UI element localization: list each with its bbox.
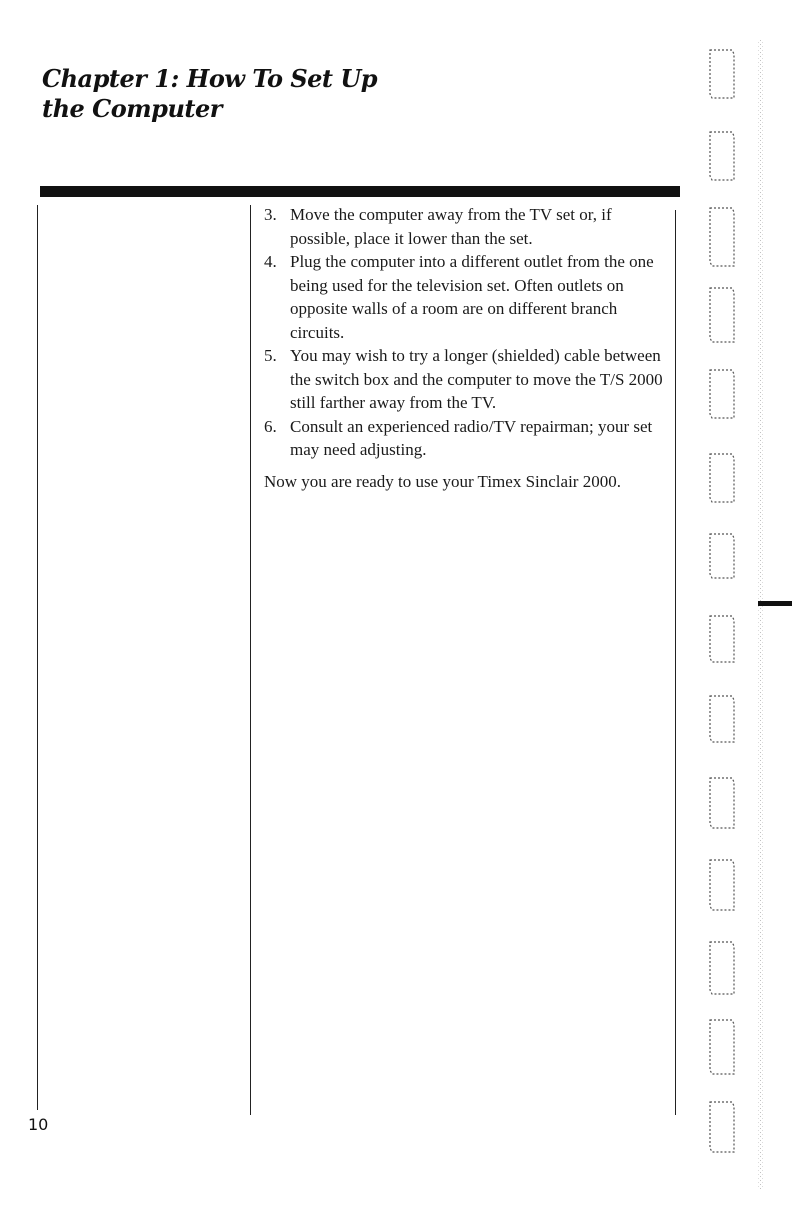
list-item	[264, 250, 674, 344]
list-item	[264, 203, 674, 250]
list-item-number: 3.	[264, 205, 277, 224]
left-column-rule	[37, 205, 38, 1110]
binder-holes	[710, 50, 734, 1152]
list-item-number: 5.	[264, 346, 277, 365]
closing-sentence: Now you are ready to use your Timex Sinclair 2000.	[264, 471, 621, 491]
chapter-title	[42, 64, 377, 124]
binder-hole-strip	[700, 40, 792, 1190]
chapter-title-line-1: Chapter 1: How To Set Up	[42, 64, 378, 93]
middle-column-rule	[250, 205, 251, 1115]
instruction-list	[264, 203, 674, 462]
top-rule	[40, 186, 680, 197]
list-item	[264, 415, 674, 462]
page-number: 10	[28, 1115, 49, 1134]
list-item-number: 4.	[264, 252, 277, 271]
thumb-index-tab	[758, 601, 792, 606]
list-item-text: Consult an experienced radio/TV repairman; your set may need adjusting.	[290, 416, 653, 459]
chapter-title-line-2: the Computer	[42, 94, 222, 123]
list-item-text: You may wish to try a longer (shielded) cable between the switch box and the computer to move the T/S 2000 still farther away from the TV.	[290, 346, 663, 412]
body-text-column	[264, 203, 674, 493]
list-item	[264, 344, 674, 415]
right-column-rule	[675, 210, 676, 1115]
list-item-text: Move the computer away from the TV set or, if possible, place it lower than the set.	[290, 205, 612, 248]
list-item-text: Plug the computer into a different outlet from the one being used for the television set. Often outlets on opposite walls of a room are on different branch circuits.	[290, 252, 654, 342]
list-item-number: 6.	[264, 416, 277, 436]
